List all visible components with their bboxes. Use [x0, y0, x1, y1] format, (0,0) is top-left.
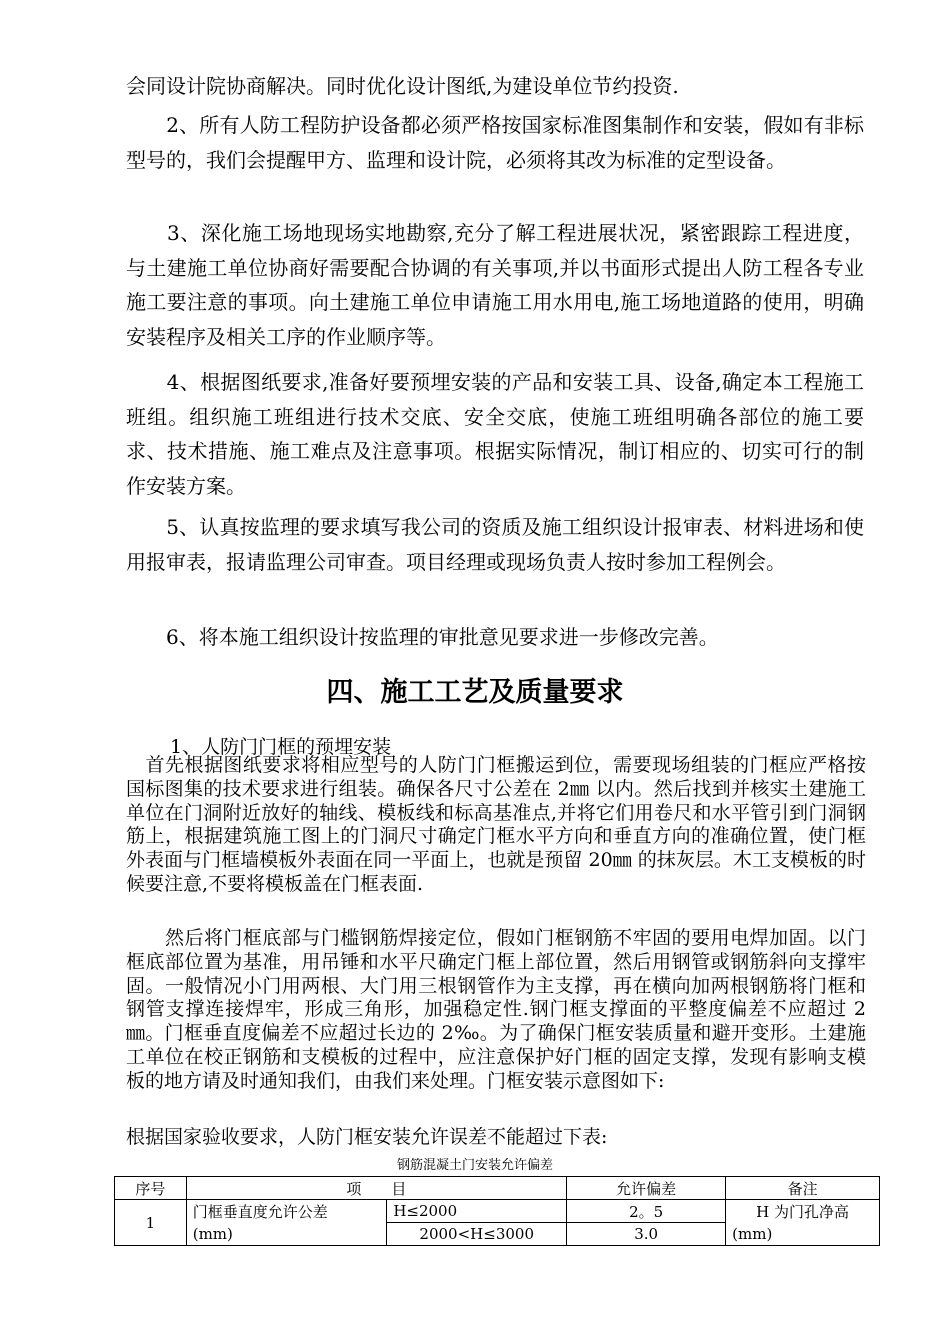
table-caption: 钢筋混凝土门安装允许偏差 — [396, 1158, 553, 1173]
table-row — [115, 1200, 880, 1223]
cell-note-bottom: (mm) — [726, 1223, 880, 1246]
paragraph-item-4: 4、根据图纸要求,准备好要预埋安装的产品和安装工具、设备,确定本工程施工班组。组织施工班组进行技术交底、安全交底，使施工班组明确各部位的施工要求、技术措施、施工难点及注意事项。根据实际情况，制订相应的、切实可行的制作安装方案。 — [126, 370, 864, 498]
cell-item-top: 门框垂直度允许公差 — [186, 1200, 387, 1223]
body-paragraph-2: 然后将门框底部与门槛钢筋焊接定位，假如门框钢筋不牢固的要用电焊加固。以门框底部位置为基准，用吊锤和水平尺确定门框上部位置，然后用钢管或钢筋斜向支撑牢固。一般情况小门用两根、大门用三根钢管作为主支撑，再在横向加两根钢筋将门框和钢管支撑连接焊牢，形成三角形，加强稳定性.钢门框支撑面的平整度偏差不应超过 2㎜。门框垂直度偏差不应超过长边的 2‰。为了确保门框安装质量和避开变形。土建施工单位在校正钢筋和支模板的过程中，应注意保护好门框的固定支撑，发现有影响支模板的地方请及时通知我们，由我们来处理。门框安装示意图如下: — [126, 927, 866, 1092]
paragraph-item-3: 3、深化施工场地现场实地勘察,充分了解工程进展状况，紧密跟踪工程进度，与土建施工单位协商好需要配合协调的有关事项,并以书面形式提出人防工程各专业施工要注意的事项。向土建施工单位申请施工用水用电,施工场地道路的使用，明确安装程序及相关工序的作业顺序等。 — [126, 221, 864, 349]
body-paragraph-3: 根据国家验收要求，人防门框安装允许误差不能超过下表: — [126, 1126, 608, 1148]
paragraph-item-5: 5、认真按监理的要求填写我公司的资质及施工组织设计报审表、材料进场和使用报审表，报请监理公司审查。项目经理或现场负责人按时参加工程例会。 — [126, 515, 864, 574]
table-header-row — [115, 1177, 880, 1200]
paragraph-continuation: 会同设计院协商解决。同时优化设计图纸,为建设单位节约投资. — [126, 74, 679, 98]
header-item: 项 目 — [186, 1177, 566, 1200]
header-tolerance: 允许偏差 — [567, 1177, 726, 1200]
header-no: 序号 — [115, 1177, 187, 1200]
cell-no: 1 — [115, 1200, 187, 1246]
cell-val-1: 2。5 — [567, 1200, 726, 1223]
section-heading: 四、施工工艺及质量要求 — [326, 677, 624, 708]
paragraph-item-6: 6、将本施工组织设计按监理的审批意见要求进一步修改完善。 — [126, 625, 719, 649]
table-row — [115, 1223, 880, 1246]
subsection-title: 1、人防门门框的预埋安装 — [170, 736, 392, 758]
cell-cond-1: H≤2000 — [387, 1200, 567, 1223]
cell-val-2: 3.0 — [567, 1223, 726, 1246]
tolerance-table — [114, 1176, 880, 1246]
cell-item-bottom: (mm) — [186, 1223, 387, 1246]
header-note: 备注 — [726, 1177, 880, 1200]
paragraph-item-2: 2、所有人防工程防护设备都必须严格按国家标准图集制作和安装，假如有非标型号的，我们会提醒甲方、监理和设计院，必须将其改为标准的定型设备。 — [126, 113, 864, 172]
cell-cond-2: 2000<H≤3000 — [387, 1223, 567, 1246]
cell-note-top: H 为门孔净高 — [726, 1200, 880, 1223]
body-paragraph-1: 首先根据图纸要求将相应型号的人防门门框搬运到位，需要现场组装的门框应严格按国标图集的技术要求进行组装。确保各尺寸公差在 2㎜ 以内。然后找到并核实土建施工单位在门洞附近放好的轴线、模板线和标高基准点,并将它们用卷尺和水平管引到门洞钢筋上，根据建筑施工图上的门洞尺寸确定门框水平方向和垂直方向的准确位置，使门框外表面与门框墙模板外表面在同一平面上，也就是预留 20㎜ 的抹灰层。木工支模板的时候要注意,不要将模板盖在门框表面. — [126, 754, 866, 895]
